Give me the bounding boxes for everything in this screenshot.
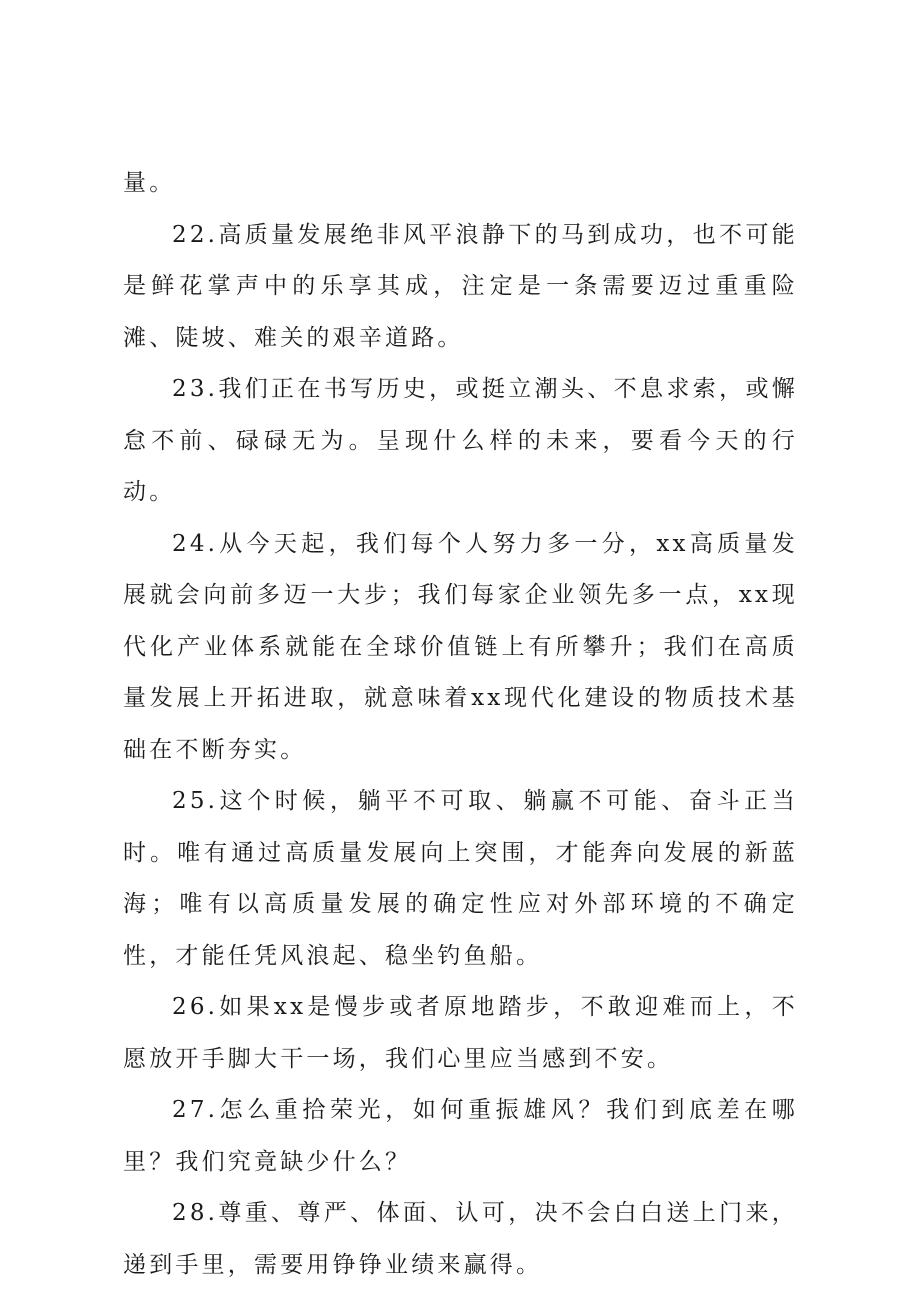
- paragraph-27: 27.怎么重拾荣光，如何重振雄风？我们到底差在哪里？我们究竟缺少什么？: [123, 1097, 798, 1175]
- document-body: [123, 158, 798, 1291]
- paragraph-24: 24.从今天起，我们每个人努力多一分，xx高质量发展就会向前多迈一大步；我们每家企业领先多一点，xx现代化产业体系就能在全球价值链上有所攀升；我们在高质量发展上开拓进取，就意味着xx现代化建设的物质技术基础在不断夯实。: [123, 530, 798, 763]
- paragraph-25: 25.这个时候，躺平不可取、躺赢不可能、奋斗正当时。唯有通过高质量发展向上突围，才能奔向发展的新蓝海；唯有以高质量发展的确定性应对外部环境的不确定性，才能任凭风浪起、稳坐钓鱼船。: [123, 788, 798, 969]
- paragraph-26: 26.如果xx是慢步或者原地踏步，不敢迎难而上，不愿放开手脚大干一场，我们心里应当感到不安。: [123, 994, 798, 1072]
- paragraph-23: 23.我们正在书写历史，或挺立潮头、不息求索，或懈怠不前、碌碌无为。呈现什么样的未来，要看今天的行动。: [123, 376, 798, 505]
- paragraph-22: 22.高质量发展绝非风平浪静下的马到成功，也不可能是鲜花掌声中的乐享其成，注定是一条需要迈过重重险滩、陡坡、难关的艰辛道路。: [123, 221, 798, 351]
- paragraph-continuation: 量。: [123, 170, 176, 196]
- paragraph-28: 28.尊重、尊严、体面、认可，决不会白白送上门来，递到手里，需要用铮铮业绩来赢得。: [123, 1200, 798, 1278]
